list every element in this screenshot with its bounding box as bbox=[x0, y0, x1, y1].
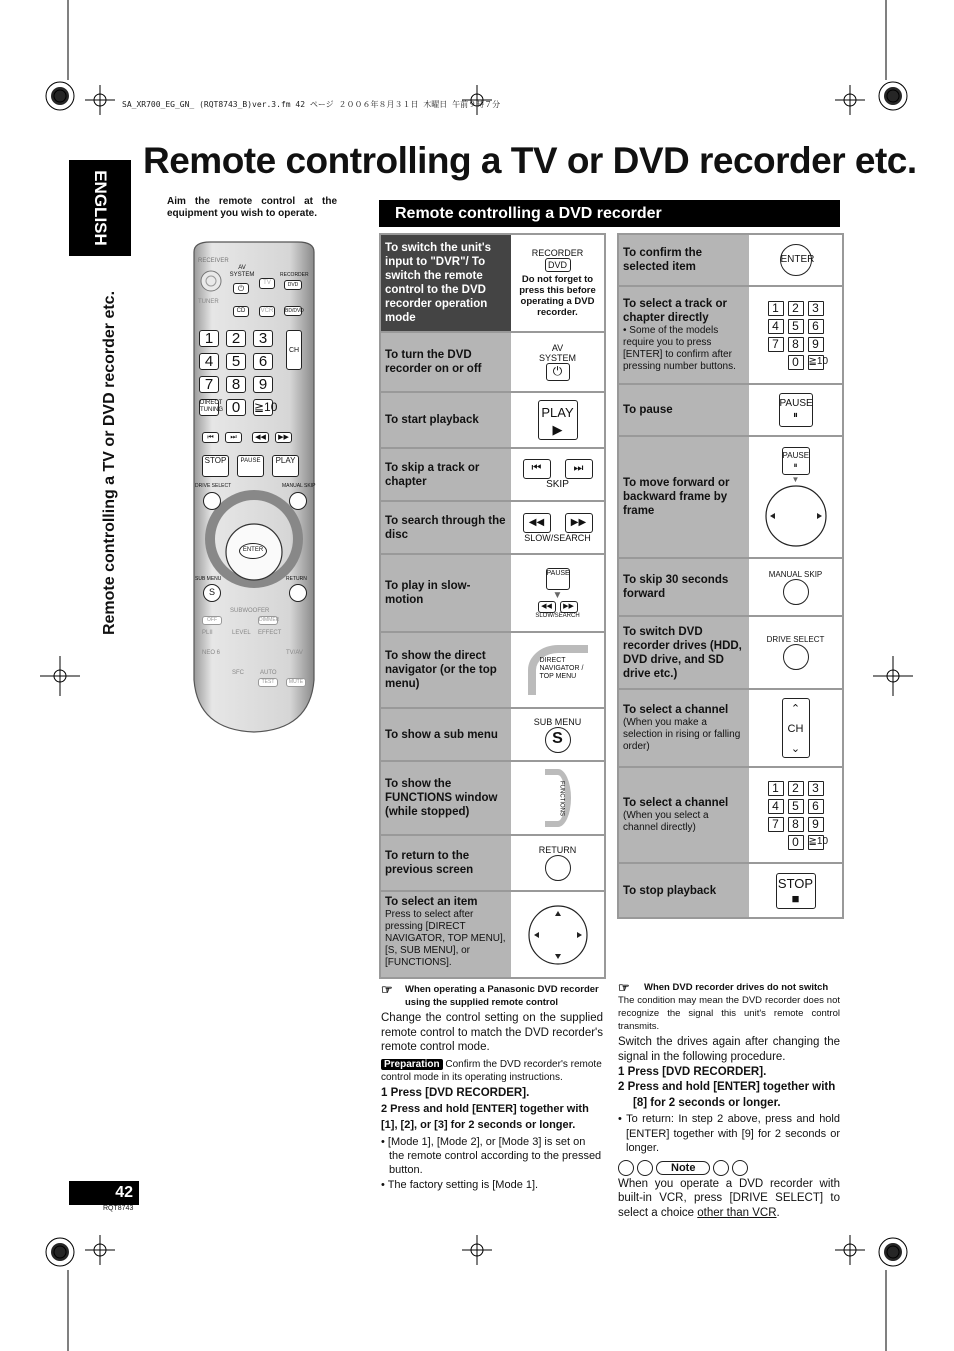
row-figure bbox=[511, 892, 604, 977]
preparation-text: Preparation Confirm the DVD recorder's remote control mode in its operating instructions. bbox=[381, 1058, 602, 1083]
row-label: To move forward or backward frame by frame bbox=[619, 437, 749, 557]
remote-digit-2[interactable]: 2 bbox=[226, 330, 246, 347]
remote-return-button[interactable] bbox=[289, 584, 307, 602]
remote-skip-back-button[interactable]: ⏮ bbox=[202, 432, 219, 443]
row-label: To stop playback bbox=[619, 864, 749, 917]
row-figure bbox=[749, 864, 842, 917]
row-figure: ◀◀ ▶▶ SLOW/SEARCH bbox=[511, 502, 604, 553]
channel-key: ⌃ CH ⌄ bbox=[782, 698, 810, 758]
remote-manual-skip-label: MANUAL SKIP bbox=[282, 483, 316, 489]
row-figure bbox=[749, 235, 842, 285]
remote-play-button[interactable]: PLAY bbox=[272, 455, 299, 477]
digit-key: 2 bbox=[788, 301, 804, 316]
enter-key: ENTER bbox=[780, 244, 812, 276]
row-figure: PAUSE ⏸ ▼ bbox=[749, 437, 842, 557]
row-label: To select a channel (When you make a selection in rising or falling order) bbox=[619, 690, 749, 766]
row-label: To return to the previous screen bbox=[381, 836, 511, 890]
forward-key: ▶▶ bbox=[565, 513, 593, 533]
remote-stop-button[interactable]: STOP bbox=[202, 455, 229, 477]
remote-dvd-recorder-button[interactable]: DVD bbox=[284, 280, 302, 290]
remote-lower-section: SUBWOOFER OFF DIMMER PLII LEVEL EFFECT NEO 6 TV/AV SFC AUTO MUTE TEST bbox=[202, 608, 306, 690]
table-row bbox=[619, 385, 842, 437]
row-label: To search through the disc bbox=[381, 502, 511, 553]
bottom-right-notes bbox=[618, 981, 840, 1220]
left-operations-table bbox=[379, 233, 606, 979]
manual-skip-key bbox=[783, 579, 809, 605]
table-row bbox=[381, 235, 604, 333]
remote-forward-button[interactable]: ▶▶ bbox=[275, 432, 292, 443]
digit-key: 7 bbox=[768, 817, 784, 832]
remote-sub-menu-button[interactable]: S bbox=[203, 584, 221, 602]
row-label: To pause bbox=[619, 385, 749, 435]
skip-forward-key: ⏭ bbox=[565, 459, 593, 479]
power-key: ⏻ bbox=[546, 363, 570, 381]
skip-back-key: ⏮ bbox=[523, 459, 551, 479]
table-row bbox=[381, 393, 604, 449]
row-label: To show the FUNCTIONS window (while stopped) bbox=[381, 762, 511, 834]
page-title: Remote controlling a TV or DVD recorder etc. bbox=[143, 140, 917, 181]
table-row bbox=[381, 709, 604, 762]
page-number: 42 bbox=[69, 1181, 139, 1205]
direct-navigator-key: DIRECT NAVIGATOR / TOP MENU bbox=[528, 645, 588, 695]
bottom-left-notes bbox=[381, 983, 603, 1192]
digit-key: 3 bbox=[808, 781, 824, 796]
digit-key: 3 bbox=[808, 301, 824, 316]
paragraph: Switch the drives again after changing the signal in the following procedure. bbox=[618, 1036, 840, 1063]
preparation-badge: Preparation bbox=[381, 1059, 443, 1070]
table-row bbox=[619, 768, 842, 864]
rewind-key: ◀◀ bbox=[523, 513, 551, 533]
row-label: To confirm the selected item bbox=[619, 235, 749, 285]
digit-key: 0 bbox=[788, 355, 804, 370]
digit-key: 1 bbox=[768, 781, 784, 796]
tip-heading: ☞ When DVD recorder drives do not switch bbox=[618, 980, 829, 995]
table-row bbox=[381, 333, 604, 393]
remote-digit-4[interactable]: 4 bbox=[199, 353, 219, 370]
digit-key: 5 bbox=[788, 319, 804, 334]
row-figure bbox=[749, 690, 842, 766]
row-figure: AV SYSTEM ⏻ bbox=[511, 333, 604, 391]
row-figure bbox=[749, 385, 842, 435]
row-figure: MANUAL SKIP bbox=[749, 559, 842, 615]
remote-sub-menu-label: SUB MENU bbox=[195, 576, 222, 582]
section-title-bar: Remote controlling a DVD recorder bbox=[379, 200, 840, 227]
ten-plus-key: ≧10 bbox=[808, 835, 824, 850]
return-key bbox=[545, 855, 571, 881]
document-code: RQT8743 bbox=[103, 1205, 134, 1212]
number-keys bbox=[768, 300, 829, 370]
pause-key: PAUSE ⏸ bbox=[782, 447, 810, 475]
functions-key: FUNCTIONS bbox=[545, 769, 571, 827]
table-row bbox=[381, 555, 604, 633]
dvd-recorder-key: DVD bbox=[545, 258, 571, 272]
remote-direct-tuning-button[interactable]: DIRECT TUNING bbox=[199, 399, 219, 416]
remote-enter-button[interactable]: ENTER bbox=[239, 543, 267, 559]
table-row bbox=[619, 690, 842, 768]
cursor-pad-key bbox=[527, 904, 589, 966]
row-figure: SUB MENU S bbox=[511, 709, 604, 760]
pause-key: PAUSE bbox=[546, 568, 570, 590]
row-label: To switch the unit's input to "DVR"/ To switch the remote control to the DVD recorder operation mode bbox=[381, 235, 511, 331]
row-figure: RECORDER DVD Do not forget to press this before operating a DVD recorder. bbox=[519, 248, 596, 318]
row-figure bbox=[511, 393, 604, 447]
remote-pause-button[interactable]: PAUSE bbox=[237, 455, 264, 477]
remote-recorder-label: RECORDER bbox=[280, 272, 309, 278]
digit-key: 9 bbox=[808, 337, 824, 352]
table-row bbox=[619, 287, 842, 385]
language-tab: ENGLISH bbox=[69, 160, 131, 256]
table-row bbox=[381, 502, 604, 555]
paragraph: Change the control setting on the supplied remote control to match the DVD recorder's remote control mode. bbox=[381, 1012, 603, 1053]
remote-play-row bbox=[202, 455, 299, 477]
row-figure: ⏮ ⏭ SKIP bbox=[511, 449, 604, 500]
remote-dimmer-button[interactable]: DIMMER bbox=[259, 617, 280, 623]
remote-tuner-label: TUNER bbox=[198, 299, 219, 305]
table-row bbox=[381, 836, 604, 892]
digit-key: 6 bbox=[808, 319, 824, 334]
step-2: 2 Press and hold [ENTER] together with [1], [2], or [3] for 2 seconds or longer. bbox=[381, 1102, 589, 1131]
remote-ch-button[interactable]: CH bbox=[286, 330, 302, 370]
remote-number-pad bbox=[199, 330, 278, 416]
table-row bbox=[381, 633, 604, 709]
remote-mute-button[interactable]: MUTE bbox=[286, 678, 306, 687]
row-label: To play in slow-motion bbox=[381, 555, 511, 631]
row-figure: RETURN bbox=[511, 836, 604, 890]
table-row bbox=[381, 449, 604, 502]
table-row bbox=[619, 235, 842, 287]
row-label: To select a track or chapter directly • Some of the models require you to press [ENTER] to confirm after pressing number buttons. bbox=[619, 287, 749, 383]
row-figure bbox=[511, 633, 604, 707]
remote-digit-3[interactable]: 3 bbox=[253, 330, 273, 347]
digit-key: 4 bbox=[768, 319, 784, 334]
remote-control-illustration bbox=[190, 240, 318, 735]
bullet: • The factory setting is [Mode 1]. bbox=[381, 1178, 539, 1191]
table-row bbox=[619, 864, 842, 917]
digit-key: 0 bbox=[788, 835, 804, 850]
remote-digit-8[interactable]: 8 bbox=[226, 376, 246, 393]
tip-text: The condition may mean the DVD recorder does not recognize the signal this unit's remote control transmits. bbox=[618, 995, 840, 1032]
remote-digit-6[interactable]: 6 bbox=[253, 353, 273, 370]
row-figure: PAUSE ▼ ◀◀ ▶▶ SLOW/SEARCH bbox=[535, 569, 580, 619]
digit-key: 4 bbox=[768, 799, 784, 814]
remote-manual-skip-button[interactable] bbox=[289, 492, 307, 510]
remote-digit-7[interactable]: 7 bbox=[199, 376, 219, 393]
drive-select-key bbox=[783, 644, 809, 670]
number-keys bbox=[768, 780, 829, 850]
remote-drive-select-button[interactable] bbox=[203, 492, 221, 510]
digit-key: 8 bbox=[788, 337, 804, 352]
tip-heading: ☞ When operating a Panasonic DVD recorder using the supplied remote control bbox=[381, 982, 599, 1008]
remote-drive-select-label: DRIVE SELECT bbox=[195, 483, 232, 489]
side-title: Remote controlling a TV or DVD recorder etc. bbox=[101, 290, 118, 636]
row-label: To select a channel (When you select a channel directly) bbox=[619, 768, 749, 862]
remote-skip-forward-button[interactable]: ⏭ bbox=[225, 432, 242, 443]
remote-test-button[interactable]: TEST bbox=[258, 678, 278, 687]
stop-key: STOP ■ bbox=[776, 873, 816, 909]
step-1: 1 Press [DVD RECORDER]. bbox=[381, 1086, 530, 1099]
remote-digit-1[interactable]: 1 bbox=[199, 330, 219, 347]
bullet: • To return: In step 2 above, press and hold [ENTER] together with [9] for 2 seconds or longer. bbox=[618, 1113, 840, 1154]
table-row bbox=[619, 559, 842, 617]
remote-rewind-button[interactable]: ◀◀ bbox=[252, 432, 269, 443]
row-label: To show a sub menu bbox=[381, 709, 511, 760]
remote-digit-0[interactable]: 0 bbox=[226, 399, 246, 416]
slow-forward-key: ▶▶ bbox=[560, 601, 578, 613]
remote-tv-button[interactable]: TV bbox=[259, 278, 275, 289]
remote-player-button[interactable]: BD/DVD bbox=[285, 308, 304, 314]
remote-av-system-label: AV SYSTEM bbox=[229, 265, 255, 278]
digit-key: 7 bbox=[768, 337, 784, 352]
sub-menu-key: S bbox=[545, 727, 571, 753]
remote-transport-row bbox=[202, 432, 292, 443]
row-label: To skip 30 seconds forward bbox=[619, 559, 749, 615]
row-figure bbox=[749, 768, 842, 862]
remote-digit-5[interactable]: 5 bbox=[226, 353, 246, 370]
remote-cd-button[interactable]: CD bbox=[233, 306, 249, 317]
digit-key: 8 bbox=[788, 817, 804, 832]
digit-key: 9 bbox=[808, 817, 824, 832]
row-label: To show the direct navigator (or the top menu) bbox=[381, 633, 511, 707]
tip-icon: ☞ bbox=[618, 980, 630, 995]
remote-receiver-label: RECEIVER bbox=[198, 258, 229, 264]
aim-instruction: Aim the remote control at the equipment you wish to operate. bbox=[167, 196, 337, 219]
row-figure: DRIVE SELECT bbox=[749, 617, 842, 688]
remote-off-button[interactable]: OFF bbox=[202, 616, 222, 625]
note-heading bbox=[618, 1160, 840, 1176]
step-2: 2 Press and hold [ENTER] together with [8] for 2 seconds or longer. bbox=[618, 1081, 836, 1109]
row-figure bbox=[511, 762, 604, 834]
row-label: To select an item Press to select after pressing [DIRECT NAVIGATOR, TOP MENU], [S, SUB MENU], or [FUNCTIONS]. bbox=[381, 892, 511, 977]
row-label: To turn the DVD recorder on or off bbox=[381, 333, 511, 391]
table-row bbox=[619, 437, 842, 559]
slow-back-key: ◀◀ bbox=[538, 601, 556, 613]
remote-ten-plus-button[interactable]: ≧10 bbox=[254, 400, 278, 414]
digit-key: 1 bbox=[768, 301, 784, 316]
digit-key: 6 bbox=[808, 799, 824, 814]
digit-key: 2 bbox=[788, 781, 804, 796]
remote-vcr-button[interactable]: VCR bbox=[259, 306, 275, 317]
digit-key: 5 bbox=[788, 799, 804, 814]
row-figure bbox=[749, 287, 842, 383]
frame-cursor-pad bbox=[764, 484, 828, 548]
pause-key: PAUSE ⏸ bbox=[779, 393, 813, 427]
row-label: To start playback bbox=[381, 393, 511, 447]
note-label: Note bbox=[656, 1161, 710, 1175]
bullet: • [Mode 1], [Mode 2], or [Mode 3] is set on the remote control according to the pressed button. bbox=[381, 1135, 602, 1176]
play-key: PLAY ▶ bbox=[538, 400, 578, 440]
table-row bbox=[381, 892, 604, 977]
table-row bbox=[381, 762, 604, 836]
table-row bbox=[619, 617, 842, 690]
row-label: To switch DVD recorder drives (HDD, DVD drive, and SD drive etc.) bbox=[619, 617, 749, 688]
tip-icon: ☞ bbox=[381, 982, 393, 997]
file-header: SA_XR700_EG_GN_ (RQT8743_B)ver.3.fm 42 ページ ２００６年８月３１日 木曜日 午前９時７分 bbox=[122, 100, 501, 109]
remote-digit-9[interactable]: 9 bbox=[253, 376, 273, 393]
remote-return-label: RETURN bbox=[286, 576, 307, 582]
ten-plus-key: ≧10 bbox=[808, 355, 824, 370]
row-label: To skip a track or chapter bbox=[381, 449, 511, 500]
step-1: 1 Press [DVD RECORDER]. bbox=[618, 1066, 767, 1078]
right-operations-table bbox=[617, 233, 844, 919]
note-text: When you operate a DVD recorder with built-in VCR, press [DRIVE SELECT] to select a choice other than VCR. bbox=[618, 1177, 840, 1219]
remote-power-button[interactable]: ⏻ bbox=[233, 278, 249, 289]
